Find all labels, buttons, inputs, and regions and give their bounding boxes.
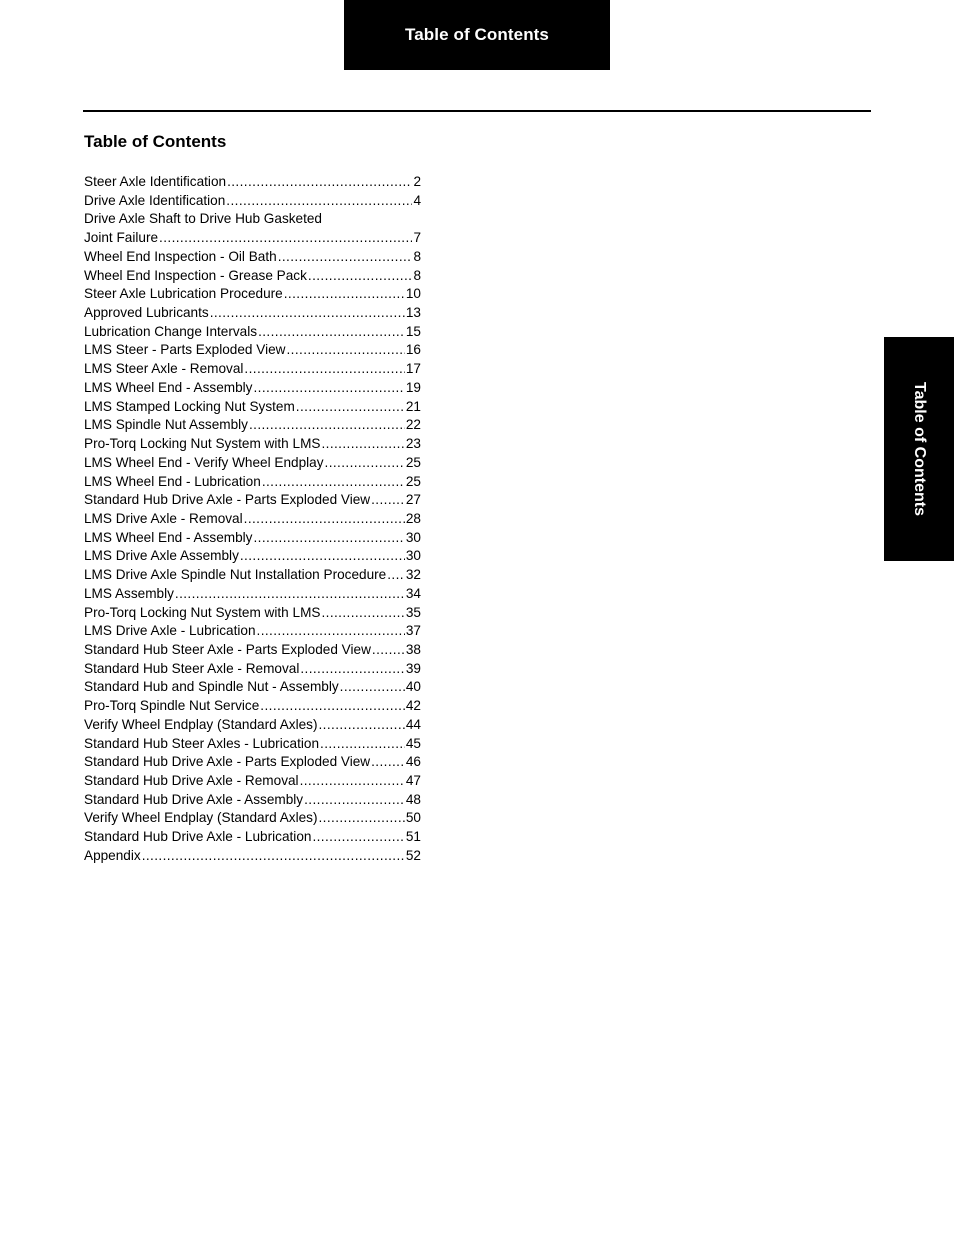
toc-entry-page: 42 [405,698,421,714]
toc-entry[interactable] [84,304,421,323]
toc-leader-dots [308,267,413,286]
toc-entry[interactable] [84,491,421,510]
toc-entry[interactable] [84,772,421,791]
toc-entry[interactable] [84,622,421,641]
toc-leader-dots [226,192,412,211]
toc-entry-title: Pro-Torq Spindle Nut Service [84,698,260,714]
toc-entry-title: Appendix [84,847,141,863]
toc-entry[interactable] [84,192,421,211]
toc-entry[interactable] [84,267,421,286]
section-heading: Table of Contents [84,132,227,151]
toc-entry[interactable] [84,604,421,623]
toc-entry-title: LMS Spindle Nut Assembly [84,417,248,433]
toc-entry-title: Wheel End Inspection - Grease Pack [84,267,307,283]
toc-entry-title: Standard Hub Drive Axle - Removal [84,773,299,788]
toc-entry-page: 34 [405,585,421,601]
toc-leader-dots [318,716,404,735]
toc-entry-title: LMS Drive Axle Assembly [84,548,239,564]
side-section-tab[interactable] [884,337,954,561]
toc-entry[interactable] [84,173,421,192]
toc-entry-title: LMS Wheel End - Verify Wheel Endplay [84,454,324,470]
toc-entry[interactable] [84,641,421,660]
toc-leader-dots [159,229,412,248]
toc-entry[interactable] [84,323,421,342]
toc-entry-title: Standard Hub Steer Axle - Removal [84,660,300,676]
toc-leader-dots [142,847,405,866]
toc-entry[interactable] [84,791,421,810]
toc-entry-page: 10 [405,286,421,302]
header-tab-label: Table of Contents [405,25,549,44]
toc-leader-dots [304,791,405,810]
toc-leader-dots [244,510,405,529]
toc-entry-page: 51 [405,829,421,845]
toc-entry-title: Standard Hub Drive Axle - Parts Exploded View [84,754,371,770]
toc-entry-page: 22 [405,417,421,433]
header-tab [344,0,610,70]
toc-leader-dots [284,285,405,304]
toc-entry-title: Standard Hub Drive Axle - Lubrication [84,829,312,845]
toc-entry-title: LMS Drive Axle Spindle Nut Installation Procedure [84,567,387,583]
toc-entry[interactable] [84,660,421,679]
toc-entry-page: 45 [405,735,421,751]
toc-entry-page: 25 [405,473,421,489]
toc-entry-page: 44 [405,716,421,732]
toc-entry-page: 28 [405,510,421,526]
toc-entry[interactable] [84,697,421,716]
toc-leader-dots [340,678,405,697]
toc-entry-title: Standard Hub Steer Axles - Lubrication [84,735,320,751]
toc-entry-page: 21 [405,398,421,414]
toc-entry-page: 39 [405,660,421,676]
toc-leader-dots [318,809,404,828]
toc-entry[interactable] [84,285,421,304]
toc-entry[interactable] [84,529,421,548]
toc-entry-title: LMS Stamped Locking Nut System [84,398,295,414]
toc-entry-page: 48 [405,791,421,807]
toc-entry-page: 37 [405,623,421,639]
toc-leader-dots [244,360,404,379]
toc-entry[interactable] [84,566,421,585]
toc-entry[interactable] [84,510,421,529]
toc-list [84,173,421,866]
toc-entry[interactable] [84,753,421,772]
toc-leader-dots [249,416,405,435]
toc-leader-dots [210,304,405,323]
toc-entry-title: LMS Steer Axle - Removal [84,361,244,377]
toc-entry-title: Steer Axle Identification [84,174,227,189]
toc-entry-title: LMS Steer - Parts Exploded View [84,342,286,358]
toc-entry-page: 8 [413,267,421,283]
toc-leader-dots [286,341,404,360]
toc-entry-title: Joint Failure [84,230,159,246]
toc-entry[interactable] [84,454,421,473]
toc-leader-dots [325,454,405,473]
toc-leader-dots [300,660,405,679]
toc-entry-title: LMS Drive Axle - Lubrication [84,623,256,639]
toc-leader-dots [240,547,405,566]
toc-entry-page: 25 [405,454,421,470]
toc-entry-page: 30 [405,548,421,564]
toc-entry[interactable] [84,379,421,398]
toc-entry-page: 46 [405,754,421,770]
toc-entry-page: 23 [405,436,421,452]
toc-entry-title: Wheel End Inspection - Oil Bath [84,248,277,264]
toc-entry-page: 15 [405,323,421,339]
toc-entry-page: 19 [405,379,421,395]
toc-entry[interactable] [84,547,421,566]
toc-entry-title: LMS Wheel End - Assembly [84,379,253,395]
toc-leader-dots [278,248,413,267]
toc-entry-page: 13 [405,305,421,321]
toc-entry-page: 7 [413,230,421,246]
toc-entry-title: Standard Hub Steer Axle - Parts Exploded View [84,641,371,657]
toc-leader-dots [258,323,405,342]
toc-leader-dots [300,772,405,791]
toc-leader-dots [260,697,405,716]
toc-entry-page: 47 [405,773,421,788]
toc-entry[interactable] [84,716,421,735]
toc-entry-title: Pro-Torq Locking Nut System with LMS [84,436,321,452]
toc-entry-page: 16 [405,342,421,358]
toc-leader-dots [371,753,405,772]
toc-entry-page: 27 [405,492,421,508]
toc-entry[interactable] [84,341,421,360]
toc-leader-dots [372,641,405,660]
toc-entry[interactable] [84,435,421,454]
toc-entry-title: Standard Hub Drive Axle - Parts Exploded View [84,492,371,508]
toc-entry[interactable] [84,360,421,379]
toc-entry-title: LMS Wheel End - Assembly [84,529,253,545]
toc-leader-dots [312,828,404,847]
toc-entry-title: Pro-Torq Locking Nut System with LMS [84,604,321,620]
toc-leader-dots [262,473,405,492]
header-divider [83,110,871,112]
toc-entry-title: Standard Hub and Spindle Nut - Assembly [84,679,339,695]
toc-entry[interactable] [84,210,421,229]
toc-leader-dots [320,735,405,754]
toc-entry-title: Verify Wheel Endplay (Standard Axles) [84,810,318,826]
toc-entry-page: 8 [413,248,421,264]
toc-leader-dots [253,529,404,548]
side-tab-label: Table of Contents [911,382,928,516]
toc-entry-title: Verify Wheel Endplay (Standard Axles) [84,716,318,732]
toc-entry-title: Drive Axle Shaft to Drive Hub Gasketed [84,211,322,227]
toc-entry[interactable] [84,229,421,248]
toc-entry[interactable] [84,828,421,847]
toc-entry-title: Lubrication Change Intervals [84,323,258,339]
toc-entry-page: 35 [405,604,421,620]
toc-entry-page: 4 [413,192,421,208]
toc-entry-page: 50 [405,810,421,826]
toc-leader-dots [227,173,412,192]
toc-entry[interactable] [84,678,421,697]
toc-entry-title: Approved Lubricants [84,305,209,321]
toc-entry-title: Standard Hub Drive Axle - Assembly [84,791,304,807]
toc-entry-page: 52 [405,847,421,863]
toc-entry-page: 2 [413,174,421,189]
toc-entry[interactable] [84,248,421,267]
toc-entry-title: Drive Axle Identification [84,192,226,208]
toc-entry[interactable] [84,416,421,435]
toc-entry-title: Steer Axle Lubrication Procedure [84,286,283,302]
toc-entry[interactable] [84,809,421,828]
toc-leader-dots [253,379,404,398]
toc-entry-page: 17 [405,361,421,377]
toc-leader-dots [387,566,405,585]
toc-leader-dots [257,622,405,641]
toc-entry[interactable] [84,847,421,866]
toc-leader-dots [296,398,405,417]
toc-leader-dots [371,491,405,510]
toc-leader-dots [175,585,405,604]
toc-entry[interactable] [84,398,421,417]
toc-entry[interactable] [84,585,421,604]
toc-entry-title: LMS Drive Axle - Removal [84,510,243,526]
toc-entry-page: 38 [405,641,421,657]
toc-leader-dots [321,604,404,623]
toc-leader-dots [321,435,404,454]
toc-entry-page: 32 [405,567,421,583]
toc-entry[interactable] [84,735,421,754]
toc-entry-page: 30 [405,529,421,545]
toc-entry-title: LMS Assembly [84,585,174,601]
toc-entry-title: LMS Wheel End - Lubrication [84,473,261,489]
toc-entry[interactable] [84,473,421,492]
toc-entry-page: 40 [405,679,421,695]
